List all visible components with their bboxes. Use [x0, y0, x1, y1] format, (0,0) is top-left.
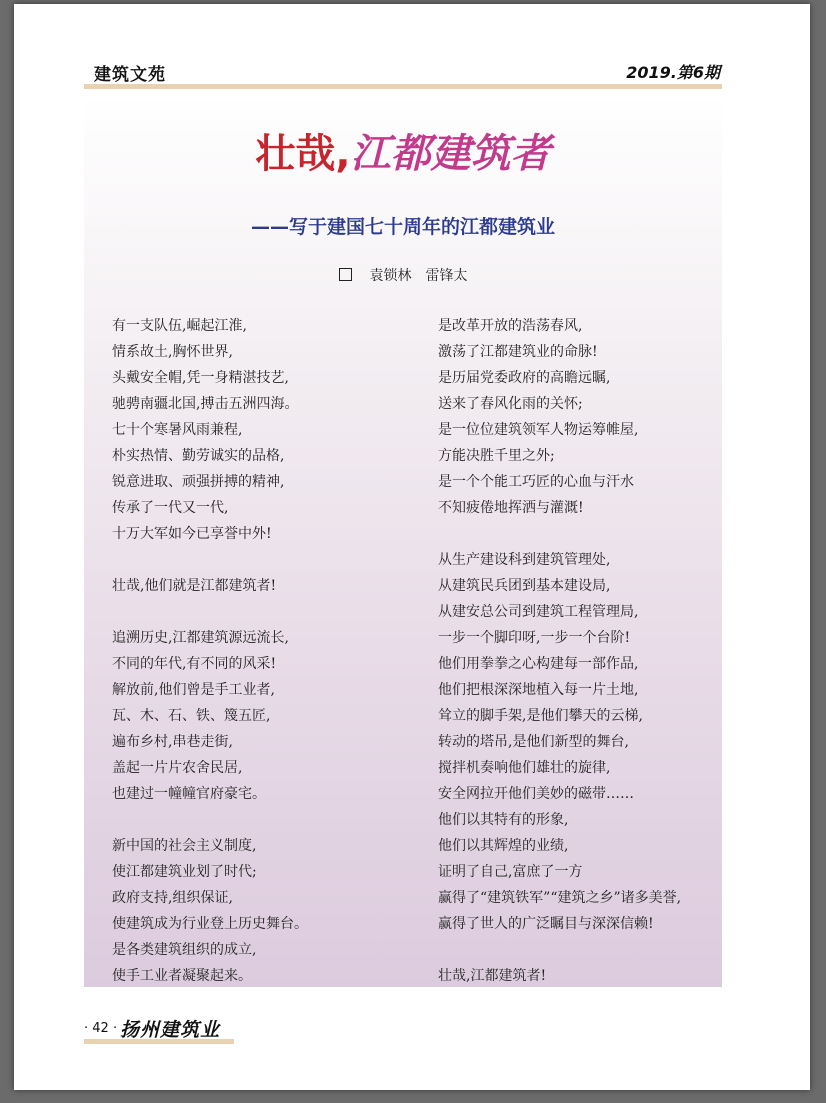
poem-line: 从生产建设科到建筑管理处,	[438, 552, 611, 568]
poem-line: 赢得了“建筑铁军”“建筑之乡”诸多美誉,	[438, 890, 682, 906]
poem-line: 从建安总公司到建筑工程管理局,	[438, 604, 639, 620]
poem-line: 激荡了江都建筑业的命脉!	[438, 344, 598, 360]
poem-line: 传承了一代又一代,	[112, 500, 229, 516]
poem-line: 锐意进取、顽强拼搏的精神,	[112, 474, 285, 490]
byline-box-icon	[339, 268, 352, 281]
poem-line: 赢得了世人的广泛瞩目与深深信赖!	[438, 916, 654, 932]
poem-line: 他们把根深深地植入每一片土地,	[438, 682, 639, 698]
poem-line: 使建筑成为行业登上历史舞台。	[112, 916, 308, 932]
poem-line: 不同的年代,有不同的风采!	[112, 656, 277, 672]
magazine-logo: 扬州建筑业	[120, 1019, 221, 1041]
poem-line: 他们以其辉煌的业绩,	[438, 838, 569, 854]
poem-line: 证明了自己,富庶了一方	[438, 864, 583, 880]
poem-line: 头戴安全帽,凭一身精湛技艺,	[112, 370, 289, 386]
poem-line: 遍布乡村,串巷走街,	[112, 734, 233, 750]
stanza-break	[112, 807, 412, 833]
article-subtitle: ——写于建国七十周年的江都建筑业	[250, 216, 555, 238]
article-panel	[84, 95, 722, 987]
stanza-break	[438, 937, 728, 963]
poem-line: 驰骋南疆北国,搏击五洲四海。	[112, 396, 299, 412]
title-part2: 江都建筑者	[350, 130, 551, 177]
poem-line: 是历届党委政府的高瞻远瞩,	[438, 370, 611, 386]
poem-line: 朴实热情、勤劳诚实的品格,	[112, 448, 285, 464]
poem-line: 使江都建筑业划了时代;	[112, 864, 257, 880]
poem-line: 转动的塔吊,是他们新型的舞台,	[438, 734, 629, 750]
issue-number: 2019.第6期	[626, 63, 720, 82]
poem-line: 十万大军如今已享誉中外!	[112, 526, 272, 542]
poem-line: 也建过一幢幢官府豪宅。	[112, 786, 266, 802]
section-name: 建筑文苑	[94, 65, 166, 85]
poem-line: 送来了春风化雨的关怀;	[438, 396, 583, 412]
page-footer	[84, 1015, 234, 1044]
poem-line: 是改革开放的浩荡春风,	[438, 318, 583, 334]
page-header	[84, 56, 722, 89]
poem-line: 壮哉,江都建筑者!	[438, 968, 547, 984]
poem-line: 他们用拳拳之心构建每一部作品,	[438, 656, 639, 672]
poem-line: 解放前,他们曾是手工业者,	[112, 682, 275, 698]
poem-line: 政府支持,组织保证,	[112, 890, 233, 906]
title-part1: 壮哉,	[255, 131, 351, 177]
poem-line: 是各类建筑组织的成立,	[112, 942, 257, 958]
author-names: 袁锁林 雷锋太	[369, 268, 468, 284]
poem-line: 耸立的脚手架,是他们攀天的云梯,	[438, 708, 643, 724]
poem-line: 他们以其特有的形象,	[438, 812, 569, 828]
poem-line: 方能决胜千里之外;	[438, 448, 555, 464]
poem-line: 搅拌机奏响他们雄壮的旋律,	[438, 760, 611, 776]
poem-line: 不知疲倦地挥洒与灌溉!	[438, 500, 584, 516]
poem-line: 有一支队伍,崛起江淮,	[112, 318, 247, 334]
poem-line: 安全网拉开他们美妙的磁带……	[438, 786, 634, 802]
stanza-break	[112, 599, 412, 625]
poem-line: 情系故土,胸怀世界,	[112, 344, 233, 360]
poem-line: 七十个寒暑风雨兼程,	[112, 422, 243, 438]
stanza-break	[438, 521, 728, 547]
poem-line: 使手工业者凝聚起来。	[112, 968, 252, 984]
article-title	[84, 128, 722, 180]
poem-line: 是一个个能工巧匠的心血与汗水	[438, 474, 634, 490]
poem-line: 从建筑民兵团到基本建设局,	[438, 578, 611, 594]
poem-column-right	[438, 313, 728, 989]
poem-line: 盖起一片片农舍民居,	[112, 760, 243, 776]
byline	[84, 265, 722, 285]
poem-line: 是一位位建筑领军人物运筹帷屋,	[438, 422, 639, 438]
poem-line: 新中国的社会主义制度,	[112, 838, 257, 854]
poem-line: 一步一个脚印呀,一步一个台阶!	[438, 630, 631, 646]
poem-column-left	[112, 313, 412, 989]
poem-line: 壮哉,他们就是江都建筑者!	[112, 578, 277, 594]
page-number: · 42 ·	[84, 1021, 118, 1036]
stanza-break	[112, 547, 412, 573]
poem-line: 瓦、木、石、铁、篾五匠,	[112, 708, 271, 724]
poem-line: 追溯历史,江都建筑源远流长,	[112, 630, 289, 646]
